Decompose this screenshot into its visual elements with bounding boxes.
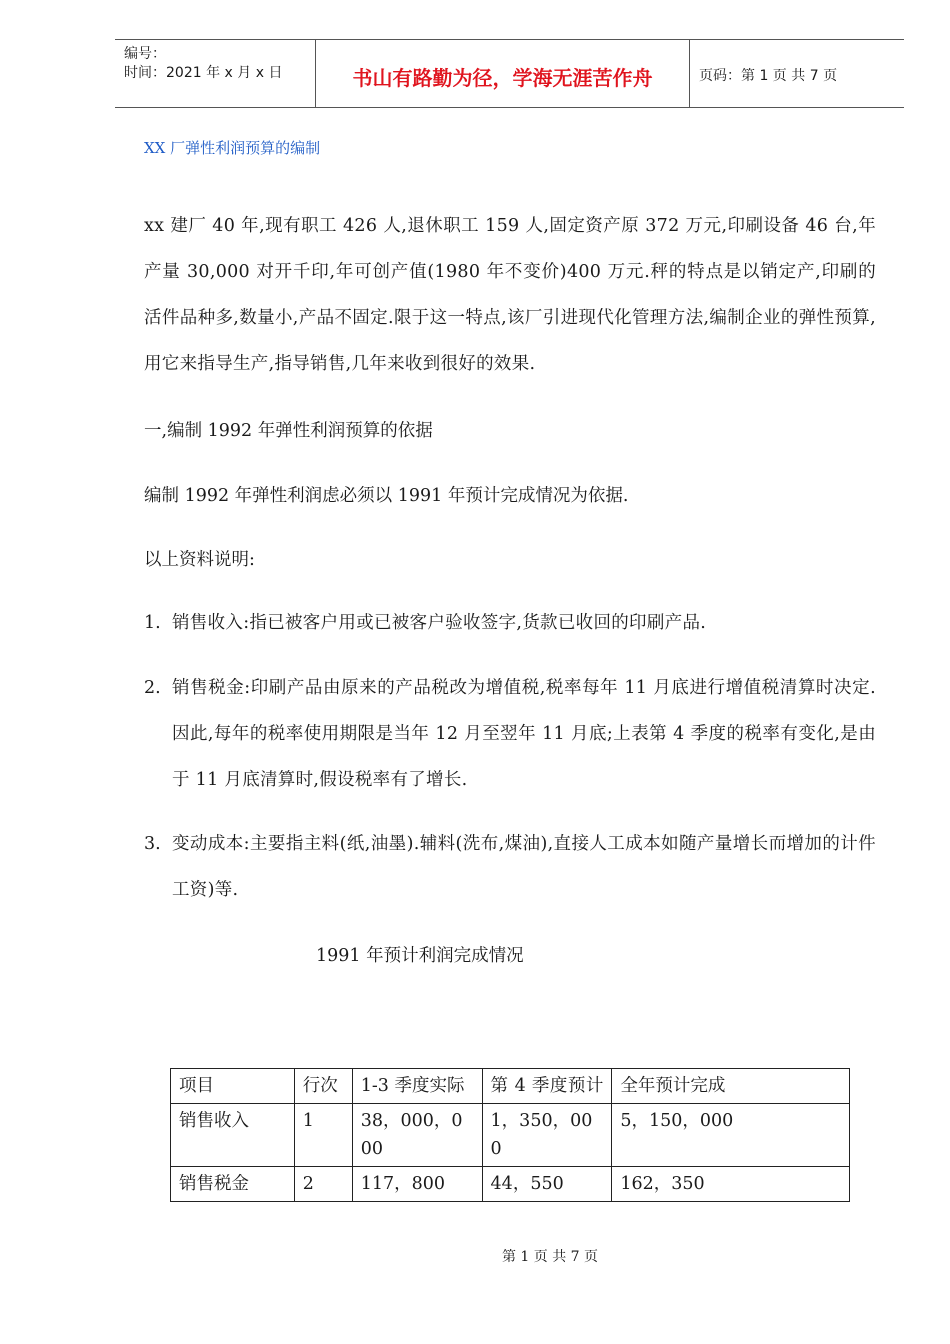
profit-table	[170, 1068, 850, 1202]
page-footer: 第 1 页 共 7 页	[501, 1249, 599, 1265]
list-item-number: 2.	[144, 678, 161, 698]
table-cell: 1	[294, 1104, 352, 1167]
page-header	[115, 39, 904, 108]
header-page-cell	[690, 40, 904, 107]
section-text: 编制 1992 年弹性利润虑必须以 1991 年预计完成情况为依据.	[144, 486, 629, 506]
list-item-text: 变动成本:主要指主料(纸,油墨).辅料(洗布,煤油),直接人工成本如随产量增长而增加的计件工资)等.	[172, 834, 876, 900]
intro-paragraph: xx 建厂 40 年,现有职工 426 人,退休职工 159 人,固定资产原 372 万元,印刷设备 46 台,年产量 30,000 对开千印,年可创产值(1980 年不变价)400 万元.秤的特点是以销定产,印刷的活件品种多,数量小,产品不固定.限于这一特点,该厂引进现代化管理方法,编制企业的弹性预算,用它来指导生产,指导销售,几年来收到很好的效果.	[144, 216, 876, 374]
list-item-number: 3.	[144, 834, 161, 854]
table-cell: 38，000，000	[352, 1104, 482, 1167]
table-header-cell: 行次	[294, 1069, 352, 1104]
table-cell: 销售税金	[171, 1167, 295, 1202]
table-header-cell: 第 4 季度预计	[482, 1069, 612, 1104]
table-cell: 2	[294, 1167, 352, 1202]
list-item-text: 销售税金:印刷产品由原来的产品税改为增值税,税率每年 11 月底进行增值税清算时决定.因此,每年的税率使用期限是当年 12 月至翌年 11 月底;上表第 4 季度的税率有变化,是由于 11 月底清算时,假设税率有了增长.	[172, 678, 876, 790]
list-item-number: 1.	[144, 613, 161, 633]
section-heading: 一,编制 1992 年弹性利润预算的依据	[144, 421, 433, 441]
table-cell: 销售收入	[171, 1104, 295, 1167]
header-info-cell	[115, 40, 316, 107]
table-cell: 44，550	[482, 1167, 612, 1202]
table-header-cell: 全年预计完成	[612, 1069, 850, 1104]
header-motto-cell	[316, 40, 690, 107]
document-title: XX 厂弹性利润预算的编制	[144, 139, 321, 157]
document-number: 编号：	[124, 46, 166, 62]
table-cell: 117，800	[352, 1167, 482, 1202]
table-cell: 5，150，000	[612, 1104, 850, 1167]
list-item-text: 销售收入:指已被客户用或已被客户验收签字,货款已收回的印刷产品.	[172, 613, 707, 633]
document-date: 时间：2021 年 x 月 x 日	[124, 65, 283, 81]
list-item	[144, 665, 876, 803]
table-caption: 1991 年预计利润完成情况	[316, 946, 524, 966]
header-motto: 书山有路勤为径，学海无涯苦作舟	[352, 66, 653, 90]
table-header-row	[171, 1069, 850, 1104]
table-cell: 162，350	[612, 1167, 850, 1202]
list-item	[144, 600, 876, 646]
table-row	[171, 1104, 850, 1167]
table-header-cell: 项目	[171, 1069, 295, 1104]
table-header-cell: 1-3 季度实际	[352, 1069, 482, 1104]
header-page-number: 页码：第 1 页 共 7 页	[699, 68, 838, 84]
list-item	[144, 821, 876, 913]
table-cell: 1，350，000	[482, 1104, 612, 1167]
notes-intro: 以上资料说明:	[144, 550, 255, 570]
table-row	[171, 1167, 850, 1202]
